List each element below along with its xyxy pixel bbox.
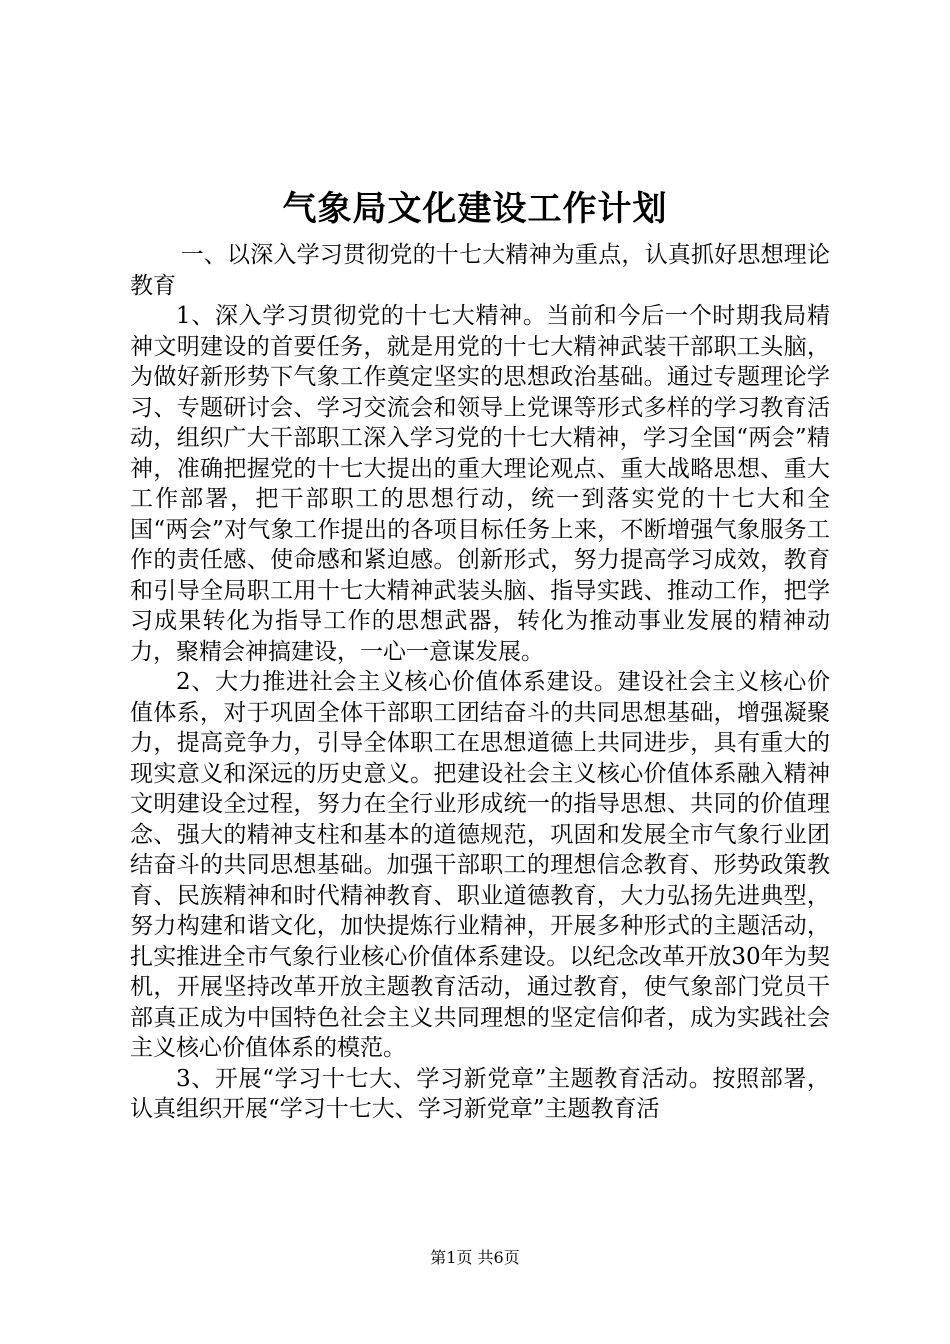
section-heading: 一、以深入学习贯彻党的十七大精神为重点，认真抓好思想理论教育 <box>130 242 830 299</box>
document-title: 气象局文化建设工作计划 <box>282 189 668 229</box>
body-paragraph: 2、大力推进社会主义核心价值体系建设。建设社会主义核心价值体系，对于巩固全体干部职工团结奋斗的共同思想基础，增强凝聚力，提高竞争力，引导全体职工在思想道德上共同进步，具有重大的现实意义和深远的历史意义。把建设社会主义核心价值体系融入精神文明建设全过程，努力在全行业形成统一的指导思想、共同的价值理念、强大的精神支柱和基本的道德规范，巩固和发展全市气象行业团结奋斗的共同思想基础。加强干部职工的理想信念教育、形势政策教育、民族精神和时代精神教育、职业道德教育，大力弘扬先进典型，努力构建和谐文化，加快提炼行业精神，开展多种形式的主题活动，扎实推进全市气象行业核心价值体系建设。以纪念改革开放30年为契机，开展坚持改革开放主题教育活动，通过教育，使气象部门党员干部真正成为中国特色社会主义共同理想的坚定信仰者，成为实践社会主义核心价值体系的模范。 <box>130 669 830 1061</box>
page-number-footer: 第1页 共6页 <box>430 1248 520 1267</box>
document-body <box>130 240 830 1125</box>
body-paragraph: 1、深入学习贯彻党的十七大精神。当前和今后一个时期我局精神文明建设的首要任务，就是用党的十七大精神武装干部职工头脑，为做好新形势下气象工作奠定坚实的思想政治基础。通过专题理论学习、专题研讨会、学习交流会和领导上党课等形式多样的学习教育活动，组织广大干部职工深入学习党的十七大精神，学习全国“两会”精神，准确把握党的十七大提出的重大理论观点、重大战略思想、重大工作部署，把干部职工的思想行动，统一到落实党的十七大和全国“两会”对气象工作提出的各项目标任务上来，不断增强气象服务工作的责任感、使命感和紧迫感。创新形式，努力提高学习成效，教育和引导全局职工用十七大精神武装头脑、指导实践、推动工作，把学习成果转化为指导工作的思想武器，转化为推动事业发展的精神动力，聚精会神搞建设，一心一意谋发展。 <box>130 303 830 665</box>
body-paragraph: 3、开展“学习十七大、学习新党章”主题教育活动。按照部署，认真组织开展“学习十七大、学习新党章”主题教育活 <box>130 1065 830 1122</box>
